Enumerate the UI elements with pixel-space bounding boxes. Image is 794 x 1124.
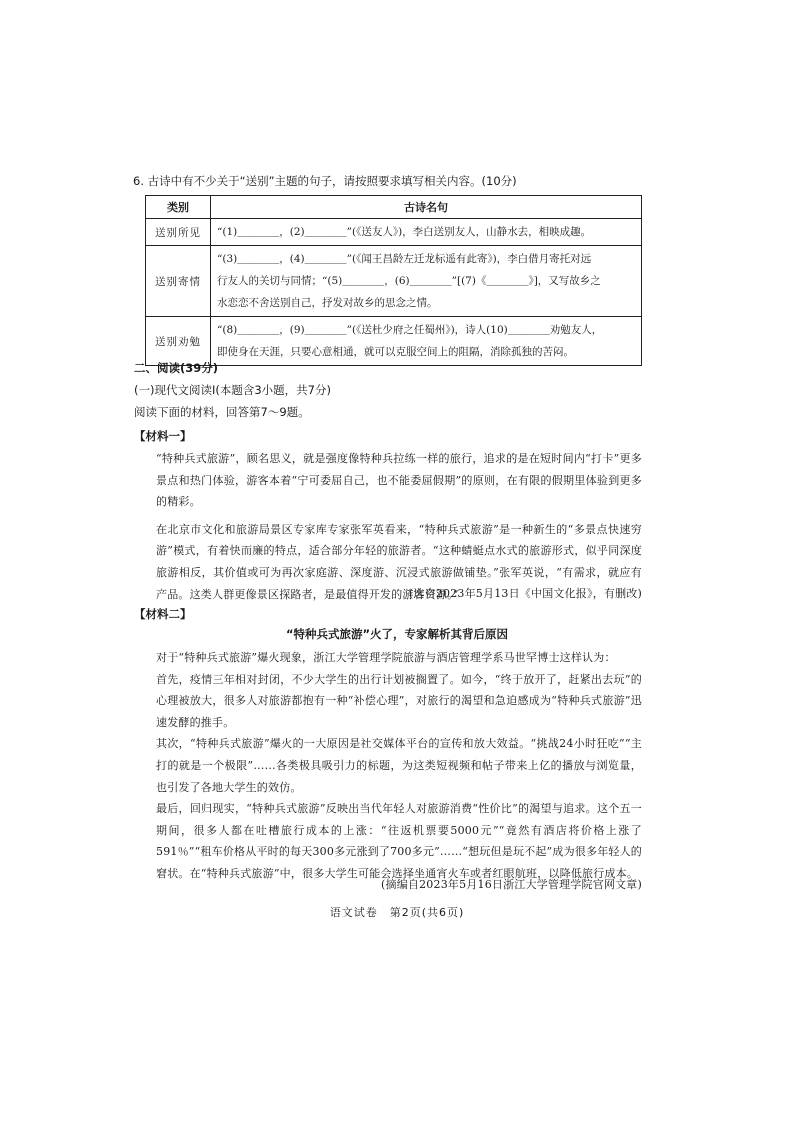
material-2-title: “特种兵式旅游”火了，专家解析其背后原因 xyxy=(285,627,509,641)
row-lines xyxy=(211,246,642,317)
material-2-body xyxy=(134,647,642,885)
poem-table xyxy=(145,195,642,366)
row-line: “(8)＿＿＿＿，(9)＿＿＿＿”(《送杜少府之任蜀州》)，诗人(10)＿＿＿＿劝勉友人， xyxy=(217,324,603,336)
row-category: 送别所见 xyxy=(146,219,211,246)
row-lines xyxy=(211,219,642,246)
paragraph: “特种兵式旅游”，顾名思义，就是强度像特种兵拉练一样的旅行，追求的是在短时间内“打卡”更多景点和热门体验，游客本着“宁可委屈自己，也不能委屈假期”的原则，在有限的假期里体验到更多的精彩。 xyxy=(156,452,642,509)
header-category: 类别 xyxy=(146,196,211,219)
section-title: 二、阅读(39分) xyxy=(134,361,219,375)
reading-instruction: 阅读下面的材料，回答第7～9题。 xyxy=(134,405,310,419)
row-line: 水恋恋不舍送别自己，抒发对故乡的思念之情。 xyxy=(217,297,438,309)
material-1-source: (选自2023年5月13日《中国文化报》，有删改) xyxy=(408,587,642,600)
paragraph: 在北京市文化和旅游局景区专家库专家张军英看来，“特种兵式旅游”是一种新生的“多景点快速穷游”模式，有着快而廉的特点，适合部分年轻的旅游者。“这种蜻蜓点水式的旅游形式，似乎同深度旅游相反，其价值或可为再次家庭游、深度游、沉浸式旅游做铺垫。”张军英说，“有需求，就应有产品。这类人群更像景区探路者，是最值得开发的游客资源。” xyxy=(156,522,642,601)
paragraph: 其次，“特种兵式旅游”爆火的一大原因是社交媒体平台的宣传和放大效益。“挑战24小时狂吃”“主打的就是一个极限”……各类极具吸引力的标题，为这类短视频和帖子带来上亿的播放与浏览量，也引发了各地大学生的效仿。 xyxy=(156,737,642,794)
table-row xyxy=(146,219,642,246)
material-1-body xyxy=(134,448,642,605)
subsection-title: (一)现代文阅读Ⅰ(本题含3小题，共7分) xyxy=(134,383,331,397)
table-row xyxy=(146,246,642,317)
paragraph: 首先，疫情三年相对封闭，不少大学生的出行计划被搁置了。如今，“终于放开了，赶紧出去玩”的心理被放大，很多人对旅游都抱有一种“补偿心理”，对旅行的渴望和急迫感成为“特种兵式旅游”迅速发酵的推手。 xyxy=(156,672,642,729)
row-line: “(3)＿＿＿＿，(4)＿＿＿＿”(《闻王昌龄左迁龙标遥有此寄》)，李白借月寄托对远 xyxy=(217,253,592,265)
material-1-label: 【材料一】 xyxy=(134,429,192,443)
row-line: 即使身在天涯，只要心意相通，就可以克服空间上的阻隔，消除孤独的苦闷。 xyxy=(217,346,574,358)
material-2-label: 【材料二】 xyxy=(134,607,192,621)
paragraph: 最后，回归现实，“特种兵式旅游”反映出当代年轻人对旅游消费“性价比”的渴望与追求。这个五一期间，很多人都在吐槽旅行成本的上涨：“往返机票要5000元”“竟然有酒店将价格上涨了591％”“租车价格从平时的每天300多元涨到了700多元”……“想玩但是玩不起”成为很多年轻人的窘状。在“特种兵式旅游”中，很多大学生可能会选择坐通宵火车或者红眼航班，以降低旅行成本。 xyxy=(156,802,642,880)
material-2-source: (摘编自2023年5月16日浙江大学管理学院官网文章) xyxy=(381,878,642,891)
header-lines: 古诗名句 xyxy=(211,196,642,219)
row-category: 送别劝勉 xyxy=(146,317,211,366)
row-lines xyxy=(211,317,642,366)
row-category: 送别寄情 xyxy=(146,246,211,317)
paragraph: 对于“特种兵式旅游”爆火现象，浙江大学管理学院旅游与酒店管理学系马世罕博士这样认为： xyxy=(156,651,616,664)
page-footer: 语文试卷 第2页(共6页) xyxy=(329,906,465,919)
table-row xyxy=(146,317,642,366)
row-line: 行友人的关切与同情；“(5)＿＿＿＿，(6)＿＿＿＿”[(7)《＿＿＿＿》]，又写故乡之 xyxy=(217,275,601,287)
table-header-row xyxy=(146,196,642,219)
row-line: “(1)＿＿＿＿，(2)＿＿＿＿”(《送友人》)，李白送别友人，山静水去，相映成趣。 xyxy=(217,226,592,238)
question-6-stem: 6. 古诗中有不少关于“送别”主题的句子，请按照要求填写相关内容。(10分) xyxy=(133,174,517,188)
